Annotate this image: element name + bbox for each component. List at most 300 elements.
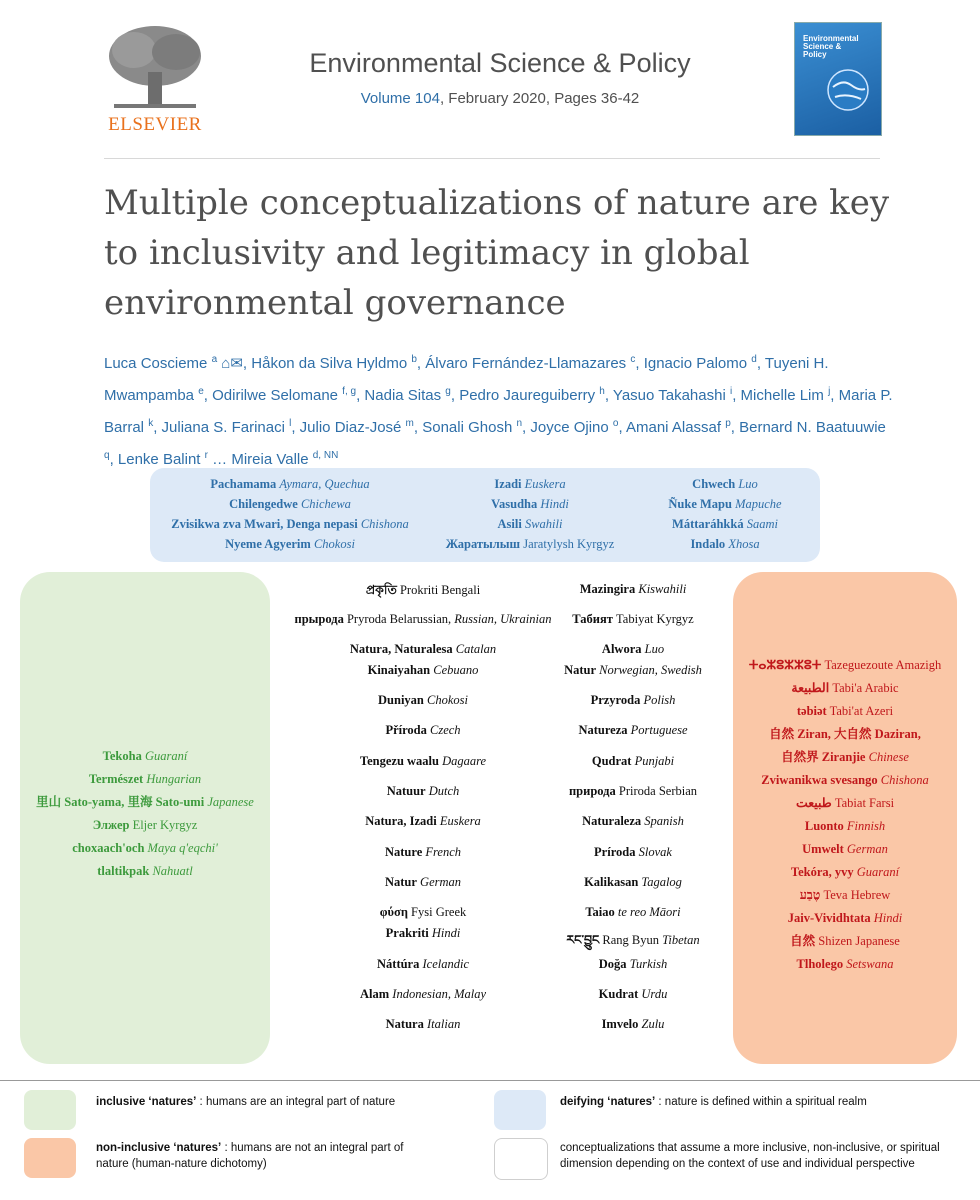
- language-label: [424, 693, 468, 707]
- language-label: [635, 582, 686, 596]
- deifying-column-2: [430, 474, 630, 554]
- author-separator: ,: [356, 387, 365, 404]
- legend-inclusive: [96, 1094, 466, 1110]
- context-entry: [278, 957, 568, 972]
- tree-icon: [104, 22, 206, 112]
- author-link[interactable]: Juliana S. Farinaci $^l$: [161, 418, 292, 436]
- context-entry: [278, 845, 568, 860]
- author-separator: ,: [756, 355, 765, 372]
- language-label: [389, 987, 486, 1001]
- context-entry: [278, 926, 568, 941]
- nature-term: Tekoha: [102, 749, 142, 763]
- non-inclusive-entry: [733, 907, 957, 930]
- nature-term: الطبيعة: [791, 681, 830, 695]
- author-link[interactable]: Michelle Lim $^j$: [740, 386, 831, 404]
- affiliation-mark: l: [289, 418, 292, 429]
- context-entry: [548, 723, 718, 738]
- language-name: Kiswahili: [638, 582, 687, 596]
- language-name: Urdu: [641, 987, 668, 1001]
- language-label: [422, 845, 461, 859]
- language-name: Luo: [644, 642, 665, 656]
- author-separator: ,: [522, 419, 531, 436]
- globe-icon: [825, 67, 871, 113]
- language-label: [735, 477, 758, 491]
- language-name: Guaraní: [856, 865, 900, 879]
- language-name: Tibetan: [662, 933, 700, 947]
- author-link[interactable]: Lenke Balint $^r$: [117, 450, 208, 468]
- non-inclusive-entry: [733, 930, 957, 953]
- language-label: [430, 663, 478, 677]
- legend-deifying: [560, 1094, 940, 1110]
- journal-title[interactable]: Environmental Science & Policy: [309, 48, 691, 78]
- nature-term: Chwech: [692, 477, 736, 491]
- language-label: Priroda Serbian: [615, 784, 697, 798]
- nature-term: Przyroda: [590, 693, 641, 707]
- language-label: Eljer Kyrgyz: [129, 818, 198, 832]
- language-label: [437, 814, 481, 828]
- author-separator: ,: [830, 387, 839, 404]
- nature-term: Tlholego: [796, 957, 844, 971]
- author-separator: ,: [604, 387, 613, 404]
- affiliation-mark: r: [204, 450, 208, 461]
- deifying-entry: [430, 534, 630, 554]
- language-name: Chinese: [868, 750, 909, 764]
- language-name: Hindi: [873, 911, 903, 925]
- nature-term: Natuur: [386, 784, 426, 798]
- language-label: [635, 845, 671, 859]
- language-label: [631, 754, 674, 768]
- language-name: Euskera: [524, 477, 566, 491]
- language-label: [522, 517, 563, 531]
- affiliation-mark: o: [612, 418, 619, 429]
- language-label: [871, 911, 903, 925]
- context-entry: [278, 642, 568, 657]
- language-label: [453, 642, 496, 656]
- language-label: [596, 663, 702, 677]
- nature-term: 自然 Ziran, 大自然 Daziran,: [769, 727, 921, 741]
- cover-title: Environmental Science & Policy: [803, 34, 859, 59]
- context-entry: [548, 642, 718, 657]
- header-divider: [104, 158, 880, 159]
- context-entry: [278, 723, 568, 738]
- author-separator: ,: [450, 387, 460, 404]
- language-name: Dutch: [428, 784, 460, 798]
- deifying-entry: [640, 474, 810, 494]
- non-inclusive-entry: [733, 815, 957, 838]
- language-name: te reo Māori: [617, 905, 681, 919]
- language-name: Hungarian: [146, 772, 202, 786]
- author-link[interactable]: Nadia Sitas $^g$: [364, 386, 451, 404]
- context-entry: [278, 612, 568, 627]
- language-label: Pryroda Belarussian, Russian, Ukrainian: [343, 612, 552, 626]
- author-link[interactable]: Håkon da Silva Hyldmo $^b$: [251, 354, 417, 372]
- language-name: Slovak: [638, 845, 672, 859]
- language-label: [439, 754, 486, 768]
- nature-term: Jaiv-Vividhtata: [787, 911, 871, 925]
- nature-term: Příroda: [385, 723, 427, 737]
- nature-term: природа: [568, 784, 616, 798]
- affiliation-mark: m: [405, 418, 414, 429]
- nature-term: təbiət: [796, 704, 827, 718]
- nature-term: Элжер: [92, 818, 130, 832]
- language-label: [144, 841, 217, 855]
- language-label: [638, 875, 682, 889]
- language-label: [732, 497, 782, 511]
- nature-term: Taiao: [585, 905, 615, 919]
- language-name: Maya q'eqchi': [147, 841, 218, 855]
- language-label: [638, 987, 667, 1001]
- deifying-entry: [640, 514, 810, 534]
- nature-term: прырода: [294, 612, 344, 626]
- nature-term: Tekóra, yvy: [790, 865, 854, 879]
- language-name: Indonesian, Malay: [392, 987, 487, 1001]
- language-label: [865, 750, 908, 764]
- nature-term: Imvelo: [601, 1017, 639, 1031]
- language-label: [725, 537, 759, 551]
- language-label: [358, 517, 409, 531]
- deifying-entry: [430, 514, 630, 534]
- author-separator: …: [207, 451, 232, 468]
- article-title: [104, 178, 894, 328]
- deifying-entry: [160, 514, 420, 534]
- language-label: Tabi'at Azeri: [826, 704, 894, 718]
- nature-term: Chilengedwe: [229, 497, 298, 511]
- language-label: [298, 497, 351, 511]
- non-inclusive-entry: [733, 792, 957, 815]
- language-name: Luo: [738, 477, 758, 491]
- inclusive-entry: [20, 745, 270, 768]
- author-link[interactable]: Ignacio Palomo $^d$: [643, 354, 757, 372]
- affiliation-mark: d, NN: [312, 450, 339, 461]
- context-entry: [548, 814, 718, 829]
- context-entry: [278, 582, 568, 602]
- non-inclusive-entry: [733, 884, 957, 907]
- author-separator: ,: [732, 387, 741, 404]
- nature-term: Natureza: [578, 723, 628, 737]
- author-link[interactable]: Bernard N. Baatuuwie $^q$: [104, 419, 886, 461]
- nature-term: Vasudha: [491, 497, 538, 511]
- nature-term: প্রকৃতি: [365, 583, 397, 597]
- author-link[interactable]: Tuyeni H. Mwampamba $^e$: [104, 355, 829, 404]
- journal-cover[interactable]: [794, 22, 882, 136]
- author-separator: ,: [203, 387, 213, 404]
- nature-term: རང་བྱུང: [566, 933, 600, 947]
- context-entry: [278, 784, 568, 799]
- language-name: Chokosi: [427, 693, 468, 707]
- author-separator: ,: [153, 419, 162, 436]
- nature-term: Kudrat: [598, 987, 639, 1001]
- person-mail-icon[interactable]: ⌂✉: [217, 355, 243, 372]
- nature-term: Príroda: [594, 845, 636, 859]
- non-inclusive-entry: [733, 953, 957, 976]
- language-label: Teva Hebrew: [820, 888, 891, 902]
- deifying-entry: [640, 534, 810, 554]
- non-inclusive-entry: [733, 654, 957, 677]
- nature-term: Ñuke Mapu: [668, 497, 732, 511]
- context-entry: [278, 814, 568, 829]
- language-label: [143, 772, 201, 786]
- affiliation-mark: c: [630, 354, 636, 365]
- affiliation-mark: f, g: [342, 386, 357, 397]
- language-label: [854, 865, 900, 879]
- context-entry: [548, 957, 718, 972]
- language-label: [417, 875, 461, 889]
- non-inclusive-entry: [733, 838, 957, 861]
- language-name: German: [420, 875, 462, 889]
- legend-label: deifying ‘natures’: [560, 1096, 656, 1108]
- deifying-entry: [160, 474, 420, 494]
- legend-desc: : humans are an integral part of nature: [196, 1096, 396, 1108]
- language-label: [615, 905, 681, 919]
- nature-term: tlaltikpak: [97, 864, 150, 878]
- non-inclusive-entry: [733, 723, 957, 746]
- nature-term: טֶבַע: [799, 888, 821, 902]
- non-inclusive-entry: [733, 769, 957, 792]
- language-name: Zulu: [641, 1017, 665, 1031]
- language-label: [426, 784, 460, 798]
- language-name: Spanish: [644, 814, 684, 828]
- nature-term: Nature: [384, 845, 423, 859]
- affiliation-mark: d: [751, 354, 757, 365]
- non-inclusive-entry: [733, 746, 957, 769]
- affiliation-mark: b: [411, 354, 417, 365]
- language-name: Cebuano: [433, 663, 479, 677]
- nature-term: Duniyan: [378, 693, 424, 707]
- author-link[interactable]: Pedro Jaureguiberry $^h$: [459, 386, 605, 404]
- language-label: Shizen Japanese: [815, 934, 900, 948]
- title-line: to inclusivity and legitimacy in global: [104, 233, 750, 273]
- author-link[interactable]: Julio Diaz-José $^m$: [299, 418, 414, 436]
- legend-label: inclusive ‘natures’: [96, 1096, 197, 1108]
- language-name: Polish: [643, 693, 676, 707]
- language-label: [878, 773, 929, 787]
- nature-term: Natur: [384, 875, 417, 889]
- nature-term: Tengezu waalu: [359, 754, 439, 768]
- affiliation-mark: a: [211, 354, 218, 365]
- language-label: Tazeguezoute Amazigh: [821, 658, 942, 672]
- language-name: Setswana: [846, 957, 894, 971]
- language-label: [642, 642, 665, 656]
- language-label: [744, 517, 778, 531]
- language-name: Mapuche: [735, 497, 782, 511]
- inclusive-entry: [20, 814, 270, 837]
- nature-term: Prakriti: [385, 926, 429, 940]
- author-separator: ,: [291, 419, 300, 436]
- language-name: Chokosi: [313, 537, 355, 551]
- non-inclusive-entry: [733, 861, 957, 884]
- nature-term: Umwelt: [802, 842, 844, 856]
- language-name: Nahuatl: [152, 864, 193, 878]
- author-link[interactable]: Sonali Ghosh $^n$: [422, 418, 523, 436]
- language-name: Chishona: [360, 517, 409, 531]
- affiliation-mark: e: [198, 386, 204, 397]
- language-name: Euskera: [439, 814, 481, 828]
- nature-term: Indalo: [690, 537, 726, 551]
- deifying-entry: [430, 474, 630, 494]
- nature-term: Natur: [564, 663, 597, 677]
- legend-swatch-context: [494, 1138, 548, 1180]
- nature-term: Doğa: [598, 957, 627, 971]
- language-label: [419, 957, 469, 971]
- context-entry: [278, 905, 568, 920]
- legend-non-inclusive: [96, 1140, 436, 1172]
- nature-term: φύση: [379, 905, 408, 919]
- nature-term: Naturaleza: [582, 814, 642, 828]
- nature-term: Natura: [385, 1017, 424, 1031]
- author-separator: ,: [730, 419, 740, 436]
- elsevier-logo[interactable]: [104, 22, 206, 134]
- deifying-column-3: [640, 474, 810, 554]
- context-entry: [548, 1017, 718, 1032]
- nature-term: Természet: [88, 772, 144, 786]
- language-name: Swahili: [524, 517, 563, 531]
- author-link[interactable]: Maria P. Barral $^k$: [104, 387, 893, 436]
- context-entry: [278, 1017, 568, 1032]
- nature-term: Жаратылыш: [445, 537, 521, 551]
- language-label: [427, 723, 461, 737]
- publisher-name: ELSEVIER: [108, 114, 202, 135]
- inclusive-entry: [20, 768, 270, 791]
- nature-term: Kinaiyahan: [367, 663, 431, 677]
- language-name: Norwegian, Swedish: [599, 663, 702, 677]
- nature-term: Zviwanikwa svesango: [761, 773, 878, 787]
- language-label: [628, 723, 688, 737]
- deifying-entry: [160, 494, 420, 514]
- nature-term: Luonto: [804, 819, 844, 833]
- language-name: Catalan: [455, 642, 497, 656]
- context-entry: [548, 663, 718, 678]
- language-label: [276, 477, 369, 491]
- nature-term: choxaach'och: [72, 841, 145, 855]
- legend-divider: [0, 1080, 980, 1081]
- language-name: German: [846, 842, 888, 856]
- context-entry: [548, 784, 718, 799]
- author-separator: ,: [413, 419, 423, 436]
- nature-term: Mazingira: [579, 582, 636, 596]
- language-name: Guaraní: [144, 749, 188, 763]
- affiliation-mark: q: [104, 450, 110, 461]
- language-label: [844, 842, 888, 856]
- language-name: Turkish: [629, 957, 668, 971]
- legend-swatch-non-inclusive: [24, 1138, 76, 1178]
- inclusive-entry: [20, 837, 270, 860]
- language-label: [844, 819, 885, 833]
- language-label: Prokriti Bengali: [396, 583, 481, 597]
- context-entry: [278, 693, 568, 708]
- author-link[interactable]: Amani Alassaf $^p$: [626, 418, 731, 436]
- context-entry: [548, 987, 718, 1002]
- title-line: Multiple conceptualizations of nature are key: [104, 183, 890, 223]
- nature-term: ⵜⴰⵣⵓⵣⵣⵓⵜ: [748, 658, 822, 672]
- deifying-entry: [160, 534, 420, 554]
- legend-desc: : nature is defined within a spiritual realm: [655, 1096, 867, 1108]
- non-inclusive-entry: [733, 700, 957, 723]
- inclusive-entry: [20, 791, 270, 814]
- language-label: [142, 749, 188, 763]
- issue-info: , February 2020, Pages 36-42: [439, 90, 640, 107]
- non-inclusive-list: [733, 654, 957, 976]
- language-label: [311, 537, 355, 551]
- author-separator: ,: [618, 419, 626, 436]
- affiliation-mark: p: [725, 418, 731, 429]
- author-separator: ,: [635, 355, 644, 372]
- author-link[interactable]: Mireia Valle $^{d, NN}$: [231, 450, 339, 468]
- legend-label: non-inclusive ‘natures’: [96, 1142, 222, 1154]
- language-label: Jaratylysh Kyrgyz: [520, 537, 615, 551]
- nature-term: 自然: [790, 934, 816, 948]
- deifying-column-1: [160, 474, 420, 554]
- language-name: Punjabi: [634, 754, 675, 768]
- language-label: [638, 1017, 664, 1031]
- context-entry: [548, 926, 718, 961]
- affiliation-mark: k: [148, 418, 154, 429]
- nature-term: 里山 Sato-yama, 里海 Sato-umi: [36, 795, 205, 809]
- author-link[interactable]: Joyce Ojino $^o$: [530, 418, 619, 436]
- language-name: Hindi: [540, 497, 569, 511]
- volume-link[interactable]: Volume 104: [360, 90, 440, 107]
- language-label: [843, 957, 893, 971]
- legend-desc: : humans are not an integral part of nature (human-nature dichotomy): [96, 1142, 404, 1170]
- language-label: Tabiat Farsi: [831, 796, 895, 810]
- language-name: Chichewa: [300, 497, 351, 511]
- language-name: French: [425, 845, 462, 859]
- context-entry: [548, 693, 718, 708]
- language-name: Chishona: [880, 773, 929, 787]
- context-entry: [278, 663, 568, 678]
- affiliation-mark: j: [828, 386, 831, 397]
- nature-term: Izadi: [494, 477, 522, 491]
- inclusive-entry: [20, 860, 270, 883]
- author-separator: ,: [416, 355, 426, 372]
- legend-swatch-deifying: [494, 1090, 546, 1130]
- language-label: Tabiyat Kyrgyz: [612, 612, 694, 626]
- author-link[interactable]: Álvaro Fernández-Llamazares $^c$: [425, 354, 636, 372]
- language-name: Czech: [430, 723, 461, 737]
- context-entry: [548, 875, 718, 890]
- language-name: Icelandic: [422, 957, 469, 971]
- language-label: [149, 864, 192, 878]
- deifying-entry: [640, 494, 810, 514]
- affiliation-mark: i: [729, 386, 733, 397]
- nature-term: Alam: [359, 987, 390, 1001]
- nature-term: Zvisikwa zva Mwari, Denga nepasi: [171, 517, 358, 531]
- journal-meta: [250, 90, 750, 107]
- author-separator: ,: [109, 451, 118, 468]
- nature-term: Kalikasan: [584, 875, 639, 889]
- nature-term: طبیعت: [795, 796, 832, 810]
- context-entry: [548, 905, 718, 920]
- language-label: [204, 795, 254, 809]
- language-label: [640, 693, 675, 707]
- language-name: Aymara, Quechua: [279, 477, 370, 491]
- nature-term: Náttúra: [377, 957, 420, 971]
- context-entry: [278, 987, 568, 1002]
- title-line: environmental governance: [104, 283, 566, 323]
- inclusive-list: [20, 745, 270, 883]
- author-separator: ,: [242, 355, 252, 372]
- language-name: Finnish: [846, 819, 886, 833]
- author-link[interactable]: Luca Coscieme $^a$: [104, 354, 218, 372]
- nature-term: Qudrat: [591, 754, 632, 768]
- language-label: Rang Byun Tibetan: [599, 933, 700, 947]
- nature-term: Asili: [497, 517, 522, 531]
- language-label: [641, 814, 684, 828]
- author-link[interactable]: Odirilwe Selomane $^{f, g}$: [212, 386, 357, 404]
- author-link[interactable]: Yasuo Takahashi $^i$: [612, 386, 733, 404]
- language-label: [537, 497, 569, 511]
- legend-swatch-inclusive: [24, 1090, 76, 1130]
- language-label: Fysi Greek: [407, 905, 467, 919]
